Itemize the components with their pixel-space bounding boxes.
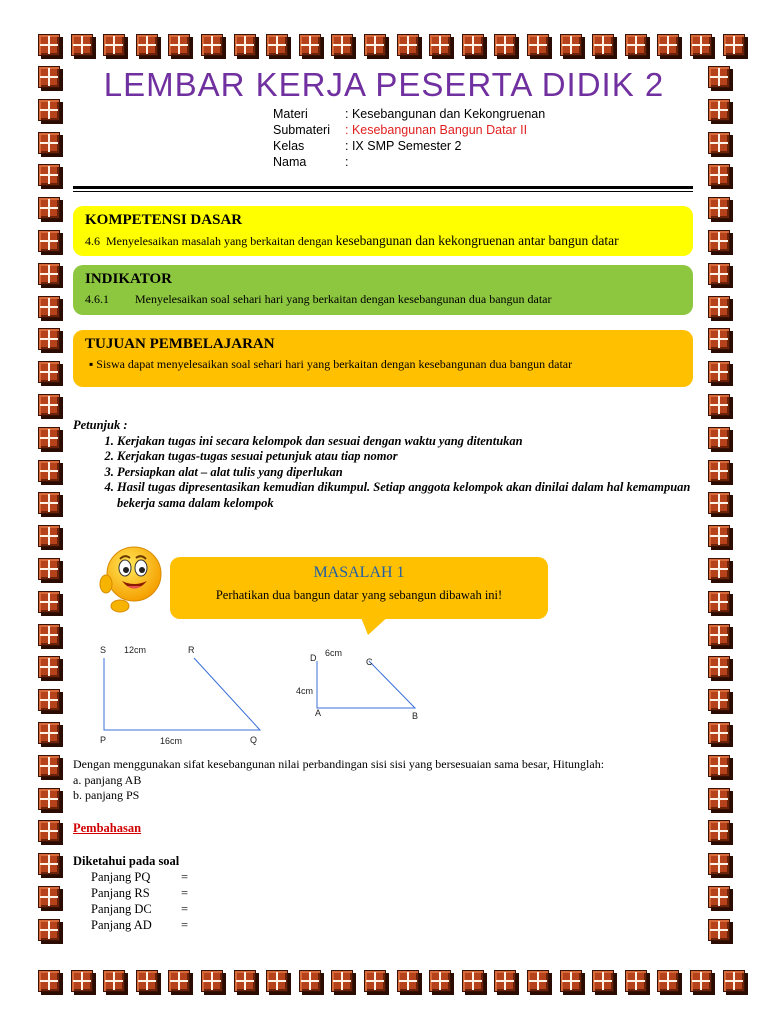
tujuan-description: Siswa dapat menyelesaikan soal sehari hari yang berkaitan dengan kesebangunan dua bangun datar	[96, 357, 573, 371]
diketahui-row	[73, 917, 188, 933]
brick-block-icon	[708, 132, 730, 154]
kompetensi-code: 4.6	[85, 234, 100, 248]
info-value: : Kesebangunan dan Kekongruenan	[345, 107, 546, 121]
petunjuk-section	[73, 418, 703, 511]
diketahui-section	[73, 853, 188, 933]
brick-block-icon	[38, 361, 60, 383]
trapezoid-pqrs-shape	[104, 658, 260, 730]
vertex-label-c: C	[366, 657, 373, 667]
brick-block-icon	[299, 34, 321, 56]
indikator-text	[85, 292, 681, 307]
brick-block-icon	[168, 34, 190, 56]
brick-block-icon	[38, 656, 60, 678]
brick-block-icon	[38, 263, 60, 285]
brick-block-icon	[201, 34, 223, 56]
vertex-label-b: B	[412, 711, 419, 721]
brick-block-icon	[38, 328, 60, 350]
divider-thick	[73, 186, 693, 189]
brick-block-icon	[708, 492, 730, 514]
brick-block-icon	[625, 34, 647, 56]
brick-block-icon	[38, 164, 60, 186]
brick-block-icon	[38, 296, 60, 318]
vertex-label-p: P	[100, 735, 107, 745]
masalah-heading: MASALAH 1	[313, 564, 405, 581]
brick-block-icon	[38, 427, 60, 449]
brick-block-icon	[708, 624, 730, 646]
info-value: : IX SMP Semester 2	[345, 139, 462, 153]
brick-block-icon	[527, 34, 549, 56]
diketahui-key: Panjang AD	[91, 918, 152, 932]
side-label-sr: 12cm	[124, 645, 147, 655]
diketahui-row	[73, 885, 188, 901]
brick-block-icon	[657, 970, 679, 992]
brick-block-icon	[38, 34, 60, 56]
info-key: Kelas	[273, 139, 305, 153]
brick-block-icon	[708, 197, 730, 219]
diketahui-key: Panjang DC	[91, 902, 152, 916]
brick-block-icon	[560, 34, 582, 56]
page-title: LEMBAR KERJA PESERTA DIDIK 2	[103, 66, 665, 103]
brick-block-icon	[560, 970, 582, 992]
brick-block-icon	[723, 970, 745, 992]
soal-item-b: b. panjang PS	[73, 788, 140, 802]
brick-block-icon	[690, 34, 712, 56]
diketahui-value: =	[181, 902, 189, 916]
brick-block-icon	[708, 853, 730, 875]
brick-block-icon	[708, 689, 730, 711]
brick-block-icon	[38, 722, 60, 744]
brick-block-icon	[38, 624, 60, 646]
brick-block-icon	[71, 34, 93, 56]
brick-block-icon	[708, 230, 730, 252]
brick-block-icon	[708, 591, 730, 613]
brick-block-icon	[708, 525, 730, 547]
tujuan-text	[85, 357, 681, 372]
brick-block-icon	[708, 755, 730, 777]
brick-block-icon	[364, 34, 386, 56]
brick-block-icon	[592, 970, 614, 992]
info-key: Materi	[273, 107, 308, 121]
brick-block-icon	[38, 820, 60, 842]
indikator-heading: INDIKATOR	[85, 271, 172, 287]
info-value: : Kesebangunan Bangun Datar II	[345, 123, 528, 137]
brick-block-icon	[38, 591, 60, 613]
info-row-nama	[273, 154, 545, 170]
brick-block-icon	[708, 788, 730, 810]
side-label-dc: 6cm	[325, 648, 343, 658]
brick-block-icon	[708, 558, 730, 580]
brick-block-icon	[168, 970, 190, 992]
info-row-submateri	[273, 122, 545, 138]
brick-block-icon	[103, 970, 125, 992]
side-label-ad: 4cm	[296, 686, 314, 696]
brick-block-icon	[494, 34, 516, 56]
masalah-text: Perhatikan dua bangun datar yang sebangun dibawah ini!	[215, 588, 503, 602]
brick-block-icon	[38, 558, 60, 580]
petunjuk-heading: Petunjuk :	[73, 418, 128, 432]
brick-block-icon	[708, 328, 730, 350]
brick-block-icon	[708, 460, 730, 482]
list-item: 3. Persiapkan alat – alat tulis yang diperlukan	[117, 465, 703, 481]
brick-block-icon	[38, 755, 60, 777]
diketahui-key: Panjang RS	[91, 886, 150, 900]
brick-block-icon	[708, 427, 730, 449]
trapezoid-pqrs-figure	[98, 645, 268, 750]
brick-block-icon	[462, 34, 484, 56]
brick-block-icon	[708, 296, 730, 318]
info-key: Nama	[273, 155, 307, 169]
kompetensi-text-small: Menyelesaikan masalah yang berkaitan dengan	[106, 234, 333, 248]
bullet-icon: ▪	[89, 357, 94, 371]
brick-block-icon	[38, 197, 60, 219]
diketahui-value: =	[181, 870, 189, 884]
tujuan-pembelajaran-box	[73, 330, 693, 387]
list-item: 1. Kerjakan tugas ini secara kelompok dan sesuai dengan waktu yang ditentukan	[117, 434, 703, 450]
indikator-description: Menyelesaikan soal sehari hari yang berkaitan dengan kesebangunan dua bangun datar	[135, 292, 552, 306]
brick-block-icon	[38, 689, 60, 711]
kompetensi-dasar-box	[73, 206, 693, 256]
brick-block-icon	[429, 970, 451, 992]
soal-intro: Dengan menggunakan sifat kesebangunan nilai perbandingan sisi sisi yang bersesuaian sama besar, Hitunglah:	[73, 757, 605, 771]
brick-block-icon	[527, 970, 549, 992]
vertex-label-s: S	[100, 645, 107, 655]
diketahui-row	[73, 869, 188, 885]
brick-block-icon	[38, 394, 60, 416]
brick-block-icon	[708, 886, 730, 908]
brick-block-icon	[708, 656, 730, 678]
brick-block-icon	[723, 34, 745, 56]
kompetensi-heading: KOMPETENSI DASAR	[85, 212, 243, 228]
kompetensi-text	[85, 233, 681, 249]
divider-thin	[73, 191, 693, 192]
vertex-label-r: R	[188, 645, 195, 655]
brick-block-icon	[708, 394, 730, 416]
vertex-label-a: A	[315, 708, 322, 718]
vertex-label-q: Q	[250, 735, 258, 745]
list-item: 2. Kerjakan tugas-tugas sesuai petunjuk atau tiap nomor	[117, 449, 703, 465]
diketahui-value: =	[181, 918, 189, 932]
brick-block-icon	[234, 34, 256, 56]
brick-block-icon	[38, 525, 60, 547]
diketahui-heading: Diketahui pada soal	[73, 854, 180, 868]
indikator-code: 4.6.1	[85, 292, 109, 306]
tujuan-heading: TUJUAN PEMBELAJARAN	[85, 336, 275, 352]
brick-block-icon	[592, 34, 614, 56]
bubble-tail	[360, 615, 390, 635]
brick-block-icon	[38, 460, 60, 482]
brick-block-icon	[397, 34, 419, 56]
brick-block-icon	[708, 722, 730, 744]
brick-block-icon	[266, 970, 288, 992]
soal-item-a: a. panjang AB	[73, 772, 142, 787]
diketahui-row	[73, 901, 188, 917]
brick-block-icon	[38, 230, 60, 252]
brick-block-icon	[38, 788, 60, 810]
side-label-pq: 16cm	[160, 736, 183, 746]
brick-block-icon	[299, 970, 321, 992]
kompetensi-text-large: kesebangunan dan kekongruenan antar bangun datar	[335, 233, 619, 248]
brick-block-icon	[397, 970, 419, 992]
petunjuk-list	[73, 434, 703, 512]
brick-block-icon	[234, 970, 256, 992]
brick-block-icon	[708, 919, 730, 941]
brick-block-icon	[625, 970, 647, 992]
diketahui-key: Panjang PQ	[91, 870, 151, 884]
brick-block-icon	[266, 34, 288, 56]
brick-block-icon	[38, 970, 60, 992]
smiley-face-icon	[92, 540, 172, 620]
brick-block-icon	[708, 263, 730, 285]
brick-block-icon	[38, 853, 60, 875]
brick-block-icon	[494, 970, 516, 992]
brick-block-icon	[201, 970, 223, 992]
pembahasan-heading: Pembahasan	[73, 821, 142, 835]
brick-block-icon	[331, 970, 353, 992]
brick-block-icon	[657, 34, 679, 56]
brick-block-icon	[38, 919, 60, 941]
brick-block-icon	[331, 34, 353, 56]
brick-block-icon	[38, 886, 60, 908]
brick-block-icon	[708, 361, 730, 383]
brick-block-icon	[103, 34, 125, 56]
brick-block-icon	[364, 970, 386, 992]
brick-block-icon	[462, 970, 484, 992]
brick-block-icon	[38, 132, 60, 154]
diketahui-value: =	[181, 886, 189, 900]
brick-block-icon	[136, 34, 158, 56]
info-row-kelas	[273, 138, 545, 154]
soal-section	[73, 757, 604, 804]
brick-block-icon	[690, 970, 712, 992]
info-value: :	[345, 155, 349, 169]
vertex-label-d: D	[310, 653, 317, 663]
brick-block-icon	[708, 820, 730, 842]
worksheet-info	[273, 106, 545, 170]
brick-block-icon	[708, 164, 730, 186]
info-row-materi	[273, 106, 545, 122]
info-key: Submateri	[273, 123, 330, 137]
list-item: 4. Hasil tugas dipresentasikan kemudian dikumpul. Setiap anggota kelompok akan dinilai dalam hal kemampuan bekerja sama dalam kelompok	[117, 480, 703, 511]
brick-block-icon	[136, 970, 158, 992]
indikator-box	[73, 265, 693, 315]
brick-block-icon	[429, 34, 451, 56]
brick-block-icon	[71, 970, 93, 992]
trapezoid-abcd-shape	[317, 661, 415, 708]
brick-block-icon	[38, 492, 60, 514]
masalah-bubble	[170, 557, 548, 619]
